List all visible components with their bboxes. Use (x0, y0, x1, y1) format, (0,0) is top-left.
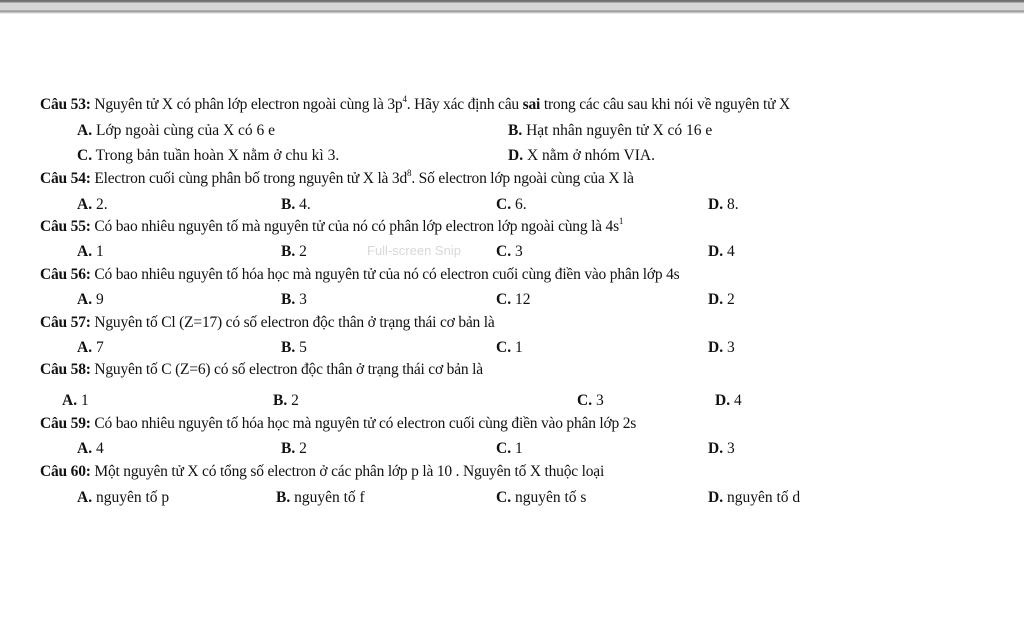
question-59-option-c (496, 440, 523, 458)
question-54-text: Electron cuối cùng phân bố trong nguyên tử X là 3d (90, 170, 408, 187)
option-letter: B. (281, 339, 296, 356)
option-letter: C. (496, 440, 512, 457)
option-text: Lớp ngoài cùng của X có 6 e (92, 122, 276, 139)
option-text: 3 (511, 243, 523, 260)
option-letter: B. (281, 291, 296, 308)
option-letter: C. (496, 196, 512, 213)
question-60-option-a (77, 489, 169, 507)
question-57-text: Nguyên tố Cl (Z=17) có số electron độc thân ở trạng thái cơ bản là (90, 314, 495, 331)
question-53-text-2: . Hãy xác định câu (406, 96, 523, 113)
option-text: 6. (511, 196, 527, 213)
question-60-text: Một nguyên tử X có tổng số electron ở các phân lớp p là 10 . Nguyên tố X thuộc loại (90, 463, 605, 480)
option-text: Trong bản tuần hoàn X nằm ở chu kì 3. (92, 147, 340, 164)
option-text: 1 (511, 440, 523, 457)
question-53-option-b (508, 122, 712, 140)
question-55 (40, 218, 623, 236)
option-letter: A. (77, 489, 93, 506)
option-text: 2 (295, 440, 307, 457)
question-58-option-d (715, 392, 742, 410)
question-58-text: Nguyên tố C (Z=6) có số electron độc thân ở trạng thái cơ bản là (90, 361, 483, 378)
question-54-option-c (496, 196, 527, 214)
question-56-text: Có bao nhiêu nguyên tố hóa học mà nguyên tử của nó có electron cuối cùng điền vào phân lớp 4s (90, 266, 680, 283)
option-text: 2 (287, 392, 299, 409)
question-59-text: Có bao nhiêu nguyên tố hóa học mà nguyên tử có electron cuối cùng điền vào phân lớp 2s (90, 415, 637, 432)
option-letter: C. (496, 339, 512, 356)
option-text: nguyên tố s (511, 489, 587, 506)
option-letter: C. (496, 489, 512, 506)
option-letter: A. (62, 392, 78, 409)
option-letter: C. (577, 392, 593, 409)
option-letter: D. (708, 339, 724, 356)
question-58-option-a (62, 392, 89, 410)
question-55-option-a (77, 243, 104, 261)
option-text: 9 (92, 291, 104, 308)
option-letter: A. (77, 291, 93, 308)
option-text: 12 (511, 291, 531, 308)
option-letter: B. (276, 489, 291, 506)
option-letter: B. (281, 440, 296, 457)
option-text: 7 (92, 339, 104, 356)
question-57-option-d (708, 339, 735, 357)
question-55-option-d (708, 243, 735, 261)
option-text: 4 (730, 392, 742, 409)
option-text: 3 (723, 440, 735, 457)
question-60-option-c (496, 489, 586, 507)
question-60-option-b (276, 489, 365, 507)
question-56 (40, 266, 680, 284)
option-letter: D. (508, 147, 524, 164)
option-letter: D. (708, 440, 724, 457)
option-letter: D. (708, 196, 724, 213)
question-55-text: Có bao nhiêu nguyên tố mà nguyên tử của nó có phân lớp electron lớp ngoài cùng là 4s (90, 218, 619, 235)
question-59-option-d (708, 440, 735, 458)
question-54-label: Câu 54: (40, 170, 91, 187)
question-57-option-a (77, 339, 104, 357)
option-text: 2. (92, 196, 108, 213)
question-53-superscript: 4 (402, 94, 407, 104)
question-53-emphasis: sai (522, 96, 541, 113)
option-letter: A. (77, 339, 93, 356)
question-60 (40, 463, 604, 481)
option-text: 1 (511, 339, 523, 356)
question-58-option-b (273, 392, 299, 410)
option-text: 1 (77, 392, 89, 409)
option-text: nguyên tố f (290, 489, 365, 506)
option-text: nguyên tố p (92, 489, 170, 506)
question-53-option-c (77, 147, 339, 165)
question-57-label: Câu 57: (40, 314, 91, 331)
question-56-label: Câu 56: (40, 266, 91, 283)
question-53-option-a (77, 122, 275, 140)
question-54-superscript: 8 (407, 168, 412, 178)
question-60-label: Câu 60: (40, 463, 91, 480)
option-letter: A. (77, 440, 93, 457)
option-text: X nằm ở nhóm VIA. (523, 147, 655, 164)
question-58 (40, 361, 483, 379)
option-letter: D. (715, 392, 731, 409)
question-59-option-b (281, 440, 307, 458)
question-59 (40, 415, 636, 433)
question-53-text: Nguyên tử X có phân lớp electron ngoài cùng là 3p (90, 96, 403, 113)
question-57 (40, 314, 495, 332)
option-text: 4 (723, 243, 735, 260)
option-letter: B. (281, 243, 296, 260)
option-letter: C. (77, 147, 93, 164)
question-56-option-b (281, 291, 307, 309)
question-54-text-2: . Số electron lớp ngoài cùng của X là (411, 170, 634, 187)
question-53-text-3: trong các câu sau khi nói về nguyên tử X (540, 96, 791, 113)
question-54 (40, 170, 634, 188)
option-letter: A. (77, 243, 93, 260)
option-text: nguyên tố d (723, 489, 801, 506)
option-text: 1 (92, 243, 104, 260)
option-letter: A. (77, 196, 93, 213)
question-57-option-c (496, 339, 523, 357)
option-text: 2 (295, 243, 307, 260)
question-53-label: Câu 53: (40, 96, 91, 113)
question-53-option-d (508, 147, 655, 165)
option-letter: B. (281, 196, 296, 213)
option-text: 3 (295, 291, 307, 308)
full-screen-snip-watermark: Full-screen Snip (367, 243, 461, 258)
question-57-option-b (281, 339, 307, 357)
question-60-option-d (708, 489, 800, 507)
option-letter: B. (508, 122, 523, 139)
option-text: 8. (723, 196, 739, 213)
option-letter: D. (708, 489, 724, 506)
option-letter: B. (273, 392, 288, 409)
question-59-option-a (77, 440, 104, 458)
question-54-option-b (281, 196, 311, 214)
option-text: 3 (592, 392, 604, 409)
question-55-label: Câu 55: (40, 218, 91, 235)
option-letter: C. (496, 291, 512, 308)
question-58-label: Câu 58: (40, 361, 91, 378)
option-letter: C. (496, 243, 512, 260)
question-56-option-d (708, 291, 735, 309)
question-55-option-b (281, 243, 307, 261)
option-letter: A. (77, 122, 93, 139)
option-text: 4. (295, 196, 311, 213)
question-54-option-a (77, 196, 108, 214)
question-55-option-c (496, 243, 523, 261)
question-55-superscript: 1 (618, 216, 624, 226)
question-56-option-a (77, 291, 104, 309)
option-text: 5 (295, 339, 307, 356)
option-letter: D. (708, 243, 724, 260)
question-58-option-c (577, 392, 604, 410)
question-59-label: Câu 59: (40, 415, 91, 432)
option-text: 4 (92, 440, 104, 457)
question-53 (40, 96, 790, 114)
question-56-option-c (496, 291, 530, 309)
option-text: 2 (723, 291, 735, 308)
option-text: 3 (723, 339, 735, 356)
option-letter: D. (708, 291, 724, 308)
option-text: Hạt nhân nguyên tử X có 16 e (522, 122, 713, 139)
question-54-option-d (708, 196, 739, 214)
